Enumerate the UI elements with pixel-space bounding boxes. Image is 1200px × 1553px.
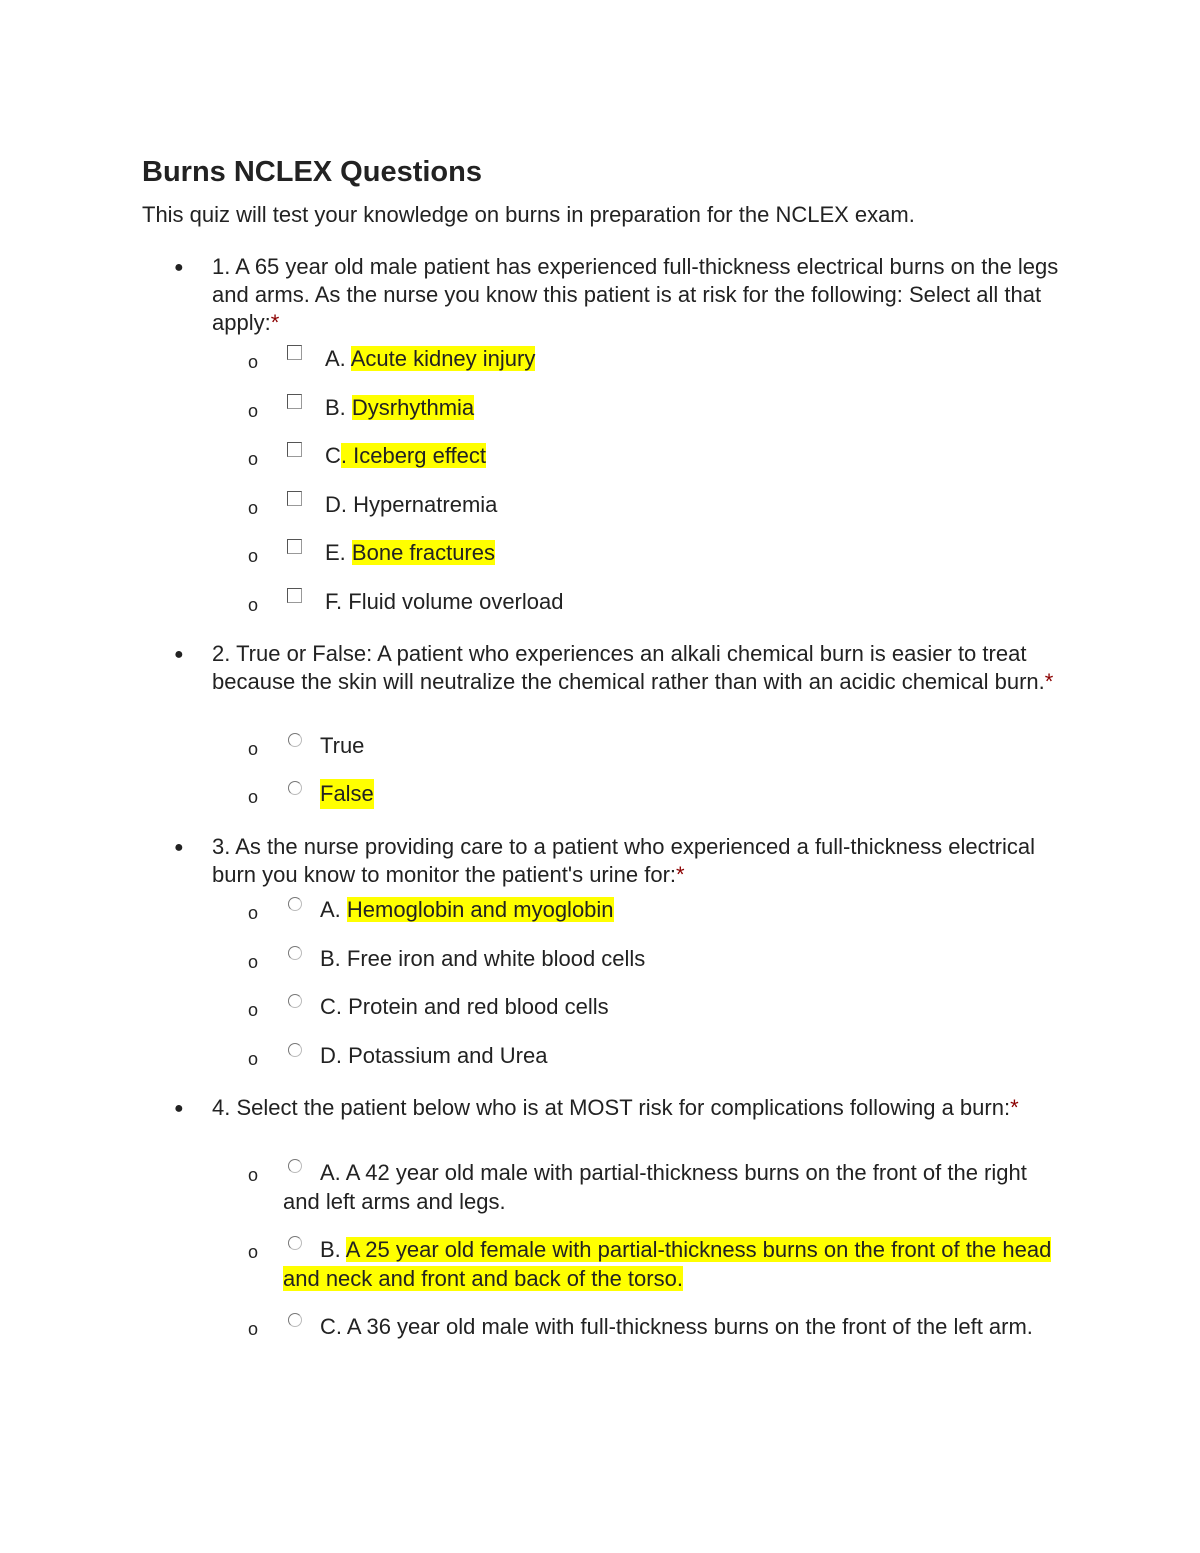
option-letter: D. [320,1043,342,1068]
option-letter: A. [320,1160,341,1185]
option-text: Acute kidney injury [350,346,536,371]
option-text: A 42 year old male with partial-thickness burns on the front of the right and left arms and legs. [283,1160,1027,1214]
option-letter: C [325,443,341,468]
radio-button[interactable] [288,1043,302,1057]
option-text: A 36 year old male with full-thickness burns on the front of the left arm. [346,1314,1033,1339]
question-4 [212,1094,1062,1122]
sub-bullet: o [248,401,259,421]
option-text: Fluid volume overload [348,589,564,614]
q1-option-c[interactable] [0,440,1200,480]
option-letter: C. [320,994,342,1019]
sub-bullet: o [248,1319,259,1339]
q4-option-b[interactable] [0,1234,1200,1294]
sub-bullet: o [248,1049,259,1069]
option-letter: B. [320,946,341,971]
sub-bullet: o [248,546,259,566]
checkbox[interactable] [287,539,302,554]
question-2 [212,640,1062,696]
option-letter: B. [320,1237,341,1262]
option-text: Dysrhythmia [351,395,475,420]
sub-bullet: o [248,1242,259,1262]
q1-option-a[interactable] [0,343,1200,383]
option-letter: A. [320,897,341,922]
sub-bullet: o [248,787,259,807]
option-text: A 25 year old female with partial-thickness burns on the front of the head and neck and front and back of the torso. [283,1237,1052,1291]
question-text: 4. Select the patient below who is at MOST risk for complications following a burn: [212,1095,1011,1120]
option-text: . Iceberg effect [340,443,487,468]
checkbox[interactable] [287,345,302,360]
checkbox[interactable] [287,394,302,409]
option-letter: C. [320,1314,342,1339]
q1-option-d[interactable] [0,489,1200,529]
option-text: Free iron and white blood cells [346,946,646,971]
bullet: ● [174,259,184,276]
q1-option-b[interactable] [0,392,1200,432]
q3-option-b[interactable] [0,944,1200,984]
checkbox[interactable] [287,588,302,603]
sub-bullet: o [248,1165,259,1185]
page-title: Burns NCLEX Questions [142,156,482,188]
checkbox[interactable] [287,491,302,506]
option-letter: E. [325,540,346,565]
option-letter: B. [325,395,346,420]
option-text: False [320,779,374,809]
q2-option-false[interactable] [0,779,1200,819]
intro-text: This quiz will test your knowledge on burns in preparation for the NCLEX exam. [142,202,915,227]
q3-option-d[interactable] [0,1041,1200,1081]
bullet: ● [174,646,184,663]
radio-button[interactable] [288,897,302,911]
sub-bullet: o [248,952,259,972]
option-text: Hypernatremia [353,492,498,517]
radio-button[interactable] [288,733,302,747]
option-text: Protein and red blood cells [348,994,609,1019]
sub-bullet: o [248,1000,259,1020]
sub-bullet: o [248,595,259,615]
option-text: True [320,733,365,758]
question-1 [212,253,1062,337]
q1-option-e[interactable] [0,537,1200,577]
option-text: Potassium and Urea [348,1043,548,1068]
q3-option-a[interactable] [0,895,1200,935]
radio-button[interactable] [288,781,302,795]
q4-option-a[interactable] [0,1157,1200,1217]
required-mark: * [1044,669,1054,694]
bullet: ● [174,1100,184,1117]
question-text: 1. A 65 year old male patient has experienced full-thickness electrical burns on the legs and arms. As the nurse you know this patient is at risk for the following: Select all that apply: [212,254,1059,335]
checkbox[interactable] [287,442,302,457]
option-letter: F. [325,589,343,614]
required-mark: * [1010,1095,1019,1120]
sub-bullet: o [248,352,259,372]
question-text: 3. As the nurse providing care to a patient who experienced a full-thickness electrical burn you know to monitor the patient's urine for: [212,834,1036,887]
required-mark: * [270,310,280,335]
q4-option-c[interactable] [0,1311,1200,1371]
sub-bullet: o [248,498,259,518]
option-letter: D. [325,492,347,517]
radio-button[interactable] [288,946,302,960]
bullet: ● [174,839,184,856]
option-letter: A. [325,346,346,371]
q3-option-c[interactable] [0,992,1200,1032]
q2-option-true[interactable] [0,731,1200,771]
question-3 [212,833,1062,889]
required-mark: * [676,862,685,887]
option-text: Bone fractures [351,540,495,565]
radio-button[interactable] [288,994,302,1008]
sub-bullet: o [248,903,259,923]
sub-bullet: o [248,739,259,759]
q1-option-f[interactable] [0,586,1200,626]
sub-bullet: o [248,449,259,469]
question-text: 2. True or False: A patient who experiences an alkali chemical burn is easier to treat because the skin will neutralize the chemical rather than with an acidic chemical burn. [212,641,1045,694]
option-text: Hemoglobin and myoglobin [346,897,614,922]
